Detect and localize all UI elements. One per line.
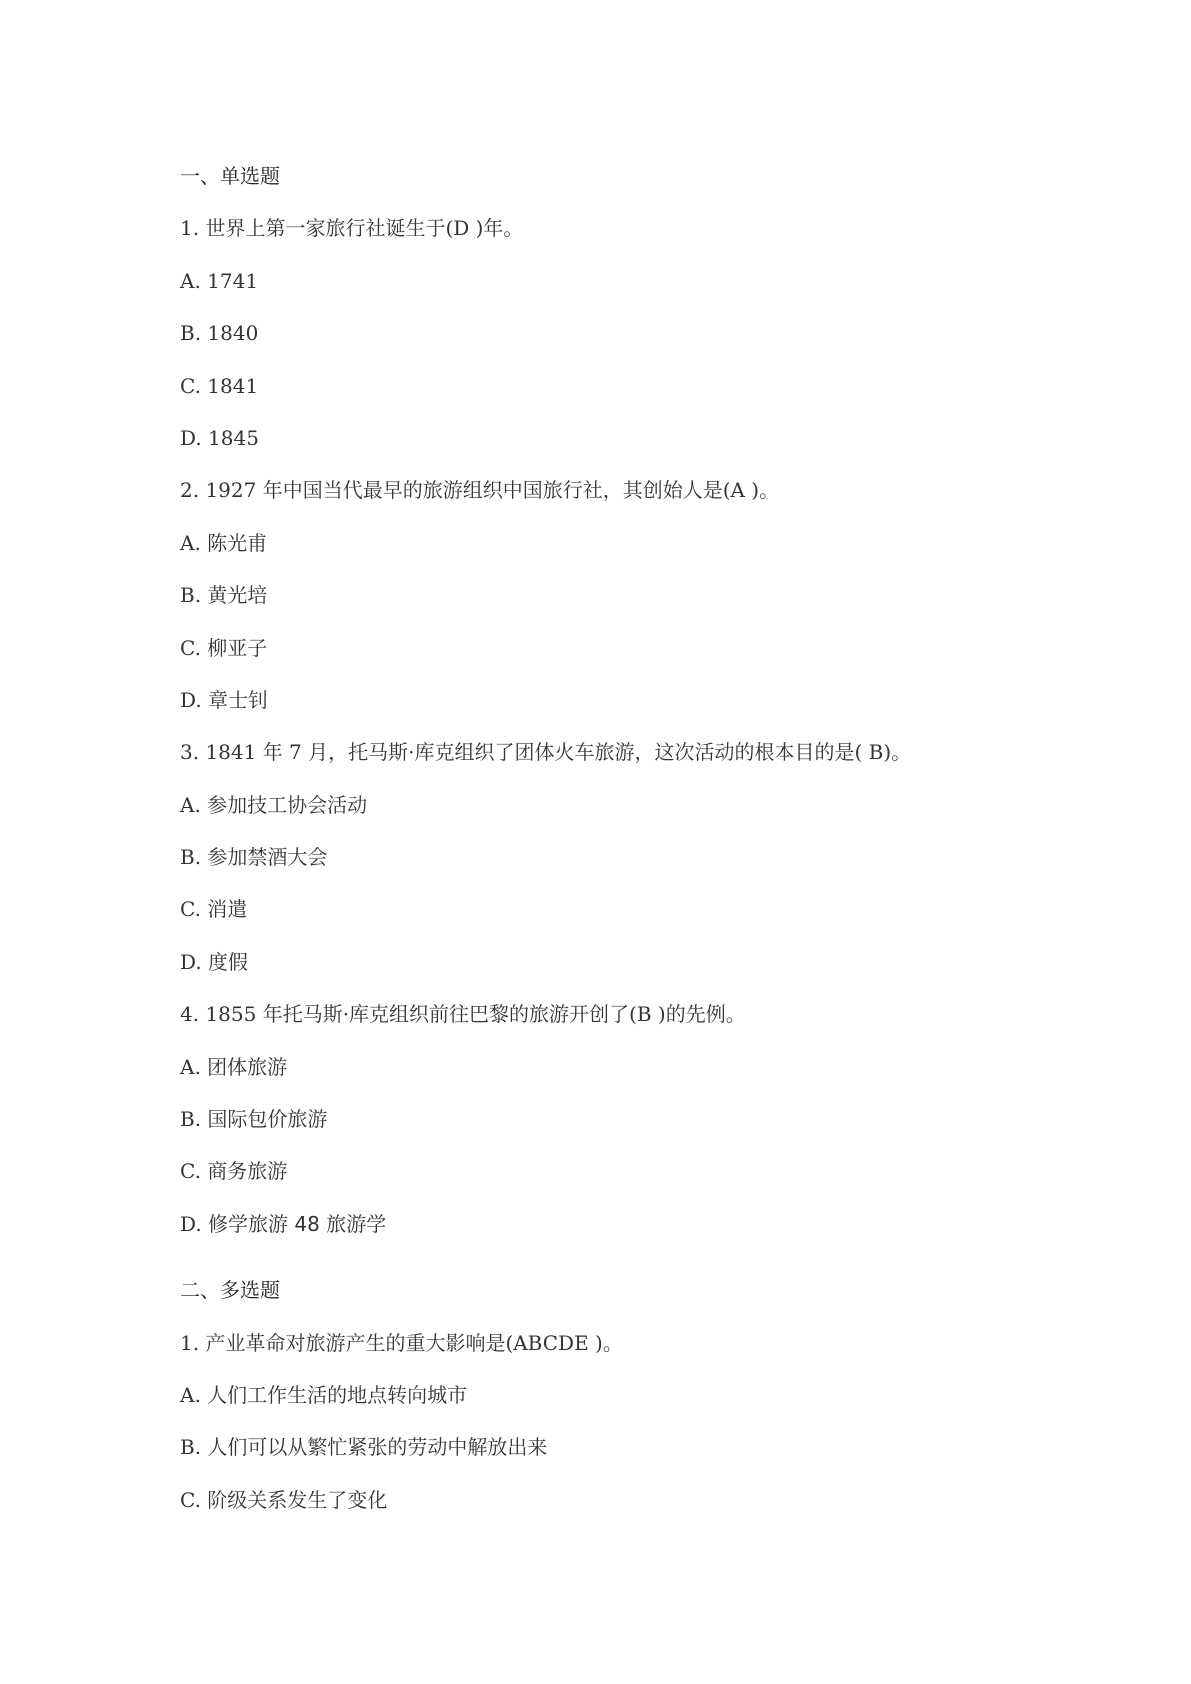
- answer-option: D. 1845: [180, 425, 259, 450]
- answer-option: B. 参加禁酒大会: [180, 845, 328, 870]
- answer-option: A. 团体旅游: [180, 1054, 288, 1079]
- answer-option: B. 人们可以从繁忙紧张的劳动中解放出来: [180, 1435, 548, 1460]
- answer-option-with-footer: [180, 1208, 1060, 1260]
- answer-option: C. 消遣: [180, 897, 248, 922]
- question-stem: 1. 产业革命对旅游产生的重大影响是(ABCDE )。: [180, 1330, 623, 1355]
- answer-option: D. 修学旅游: [180, 1211, 289, 1236]
- answer-option: A. 参加技工协会活动: [180, 792, 368, 817]
- section-heading-single-choice: 一、单选题: [180, 164, 280, 188]
- answer-option: A. 1741: [180, 268, 259, 293]
- question-stem: 1. 世界上第一家旅行社诞生于(D )年。: [180, 216, 524, 241]
- answer-option: D. 度假: [180, 949, 249, 974]
- answer-option: D. 章士钊: [180, 687, 269, 712]
- answer-option: B. 1840: [180, 321, 259, 346]
- section-heading-multiple-choice: 二、多选题: [180, 1278, 280, 1303]
- answer-option: C. 1841: [180, 373, 259, 398]
- answer-option: A. 人们工作生活的地点转向城市: [180, 1382, 468, 1407]
- answer-option: B. 国际包价旅游: [180, 1107, 328, 1132]
- question-stem: 2. 1927 年中国当代最早的旅游组织中国旅行社，其创始人是(A )。: [180, 478, 780, 503]
- answer-option: C. 阶级关系发生了变化: [180, 1487, 388, 1512]
- answer-option: C. 商务旅游: [180, 1159, 288, 1184]
- question-stem: 4. 1855 年托马斯·库克组织前往巴黎的旅游开创了(B )的先例。: [180, 1002, 746, 1027]
- page-footer-text: 48 旅游学: [294, 1211, 387, 1236]
- document-content: [180, 160, 1060, 1536]
- answer-option: B. 黄光培: [180, 583, 268, 608]
- question-stem: 3. 1841 年 7 月，托马斯·库克组织了团体火车旅游，这次活动的根本目的是( B)。: [180, 740, 912, 765]
- answer-option: A. 陈光甫: [180, 530, 268, 555]
- answer-option: C. 柳亚子: [180, 635, 268, 660]
